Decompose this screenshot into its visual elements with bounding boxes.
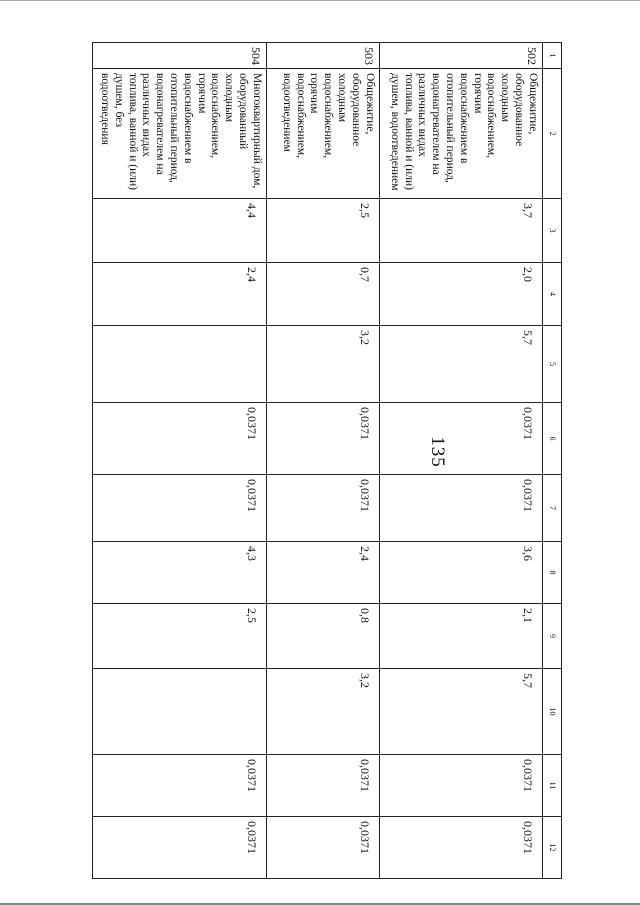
cell-value: 2,1 (379, 604, 542, 669)
cell-value: 2,5 (93, 604, 267, 669)
cell-value: 0,0371 (93, 403, 267, 475)
cell-value: 0,0371 (266, 755, 379, 817)
tariff-table (92, 42, 562, 879)
cell-value: 5,7 (379, 326, 542, 403)
cell-value: 2,4 (93, 263, 267, 326)
table-row (266, 43, 379, 879)
row-description: Общежитие, оборудованное холодным водоснабжением, горячим водоснабжением в отопительный период, водонагревателем на различных видах топлива, ванной и (или) душем, водоотведением (379, 69, 542, 199)
row-number: 503 (266, 43, 379, 69)
page-number: 135 (427, 436, 448, 468)
header-cell: 2 (542, 69, 561, 199)
table-row (93, 43, 267, 879)
row-description: Многоквартирный дом, оборудованный холодным водоснабжением, горячим водоснабжением в отопительный период, водонагревателем на различных видах топлива, ванной и (или) душем, без водоотведения (93, 69, 267, 199)
cell-value: 0,0371 (379, 817, 542, 879)
header-cell: 5 (542, 326, 561, 403)
header-cell: 4 (542, 263, 561, 326)
cell-value: 3,2 (266, 669, 379, 755)
cell-value: 0,0371 (93, 817, 267, 879)
cell-value: 4,4 (93, 199, 267, 263)
cell-value: 0,7 (266, 263, 379, 326)
cell-value: 0,8 (266, 604, 379, 669)
header-cell: 12 (542, 817, 561, 879)
scan-top-edge (0, 0, 640, 1)
cell-value (93, 326, 267, 403)
cell-value: 0,0371 (379, 403, 542, 475)
header-cell: 3 (542, 199, 561, 263)
cell-value: 0,0371 (266, 403, 379, 475)
header-cell: 1 (542, 43, 561, 69)
row-description: Общежитие, оборудованное холодным водоснабжением, горячим водоснабжением, водоотведением (266, 69, 379, 199)
cell-value: 0,0371 (266, 475, 379, 542)
cell-value: 3,6 (379, 542, 542, 604)
cell-value: 2,4 (266, 542, 379, 604)
header-cell: 9 (542, 604, 561, 669)
cell-value: 5,7 (379, 669, 542, 755)
cell-value: 0,0371 (379, 755, 542, 817)
cell-value: 0,0371 (266, 817, 379, 879)
cell-value: 3,2 (266, 326, 379, 403)
header-cell: 8 (542, 542, 561, 604)
row-number: 504 (93, 43, 267, 69)
cell-value: 0,0371 (379, 475, 542, 542)
header-cell: 11 (542, 755, 561, 817)
cell-value: 2,5 (266, 199, 379, 263)
cell-value: 0,0371 (93, 475, 267, 542)
header-cell: 10 (542, 669, 561, 755)
header-cell: 6 (542, 403, 561, 475)
cell-value: 4,3 (93, 542, 267, 604)
cell-value (93, 669, 267, 755)
row-number: 502 (379, 43, 542, 69)
table-row (379, 43, 542, 879)
cell-value: 0,0371 (93, 755, 267, 817)
cell-value: 2,0 (379, 263, 542, 326)
table-header-row (542, 43, 561, 879)
header-cell: 7 (542, 475, 561, 542)
cell-value: 3,7 (379, 199, 542, 263)
tariff-table-wrapper (92, 42, 562, 878)
